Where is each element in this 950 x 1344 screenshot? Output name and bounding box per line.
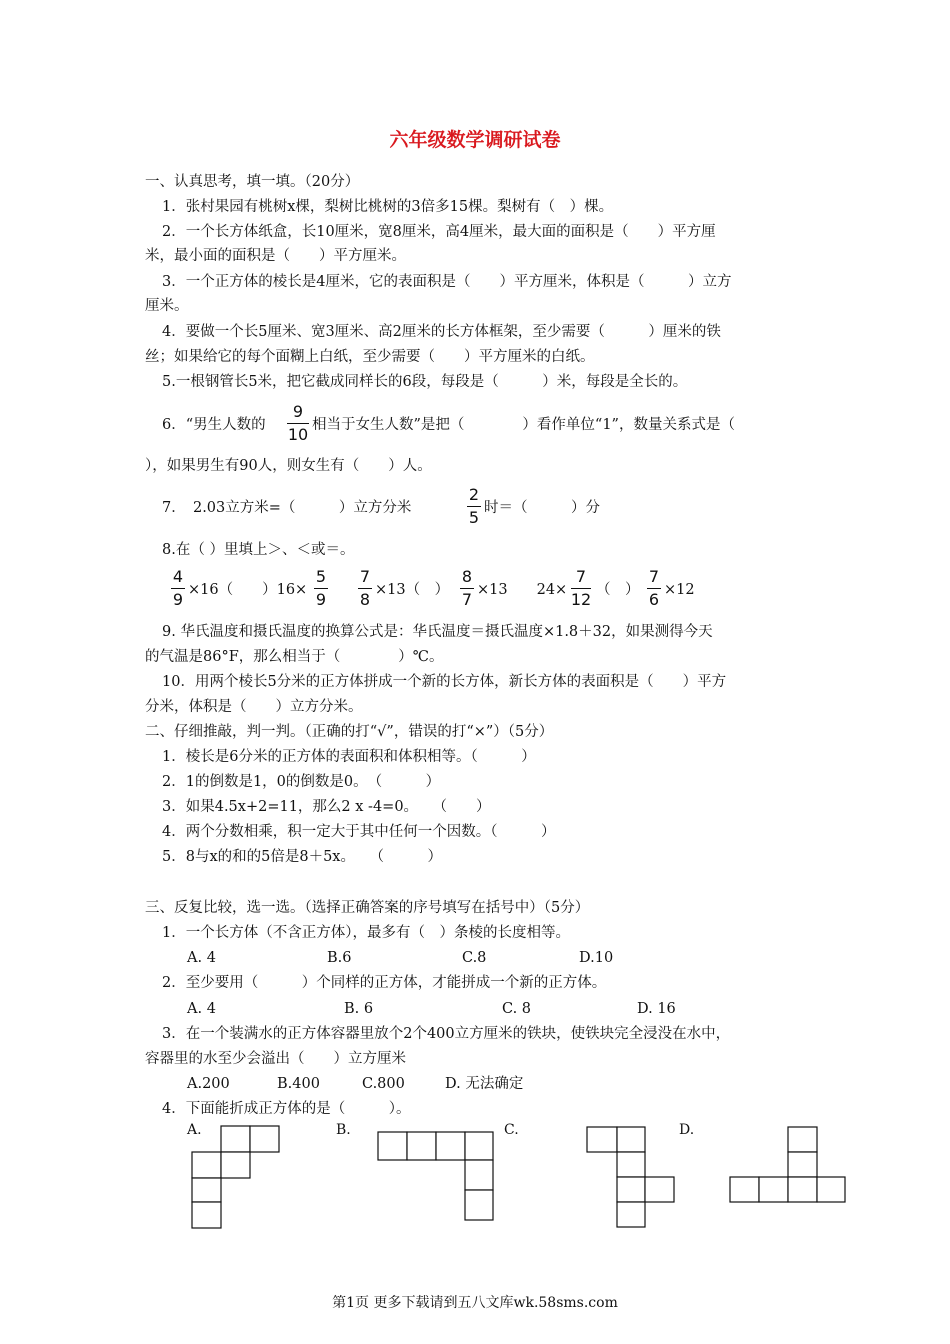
q8-text-3: ×13（ ） (375, 582, 450, 598)
question-2-2: 2．1的倒数是1，0的倒数是0。 （ ） (162, 774, 441, 790)
q3-3-option-c: C.800 (362, 1076, 405, 1092)
question-1-10: 10．用两个棱长5分米的正方体拼成一个新的长方体，新长方体的表面积是（ ）平方 (162, 674, 727, 690)
net-label-b: B. (336, 1122, 351, 1138)
section1-heading: 一、认真思考，填一填。（20分） (145, 174, 360, 190)
question-1-6-pre: 6．“男生人数的 (162, 417, 266, 433)
question-1-1: 1．张村果园有桃树x棵，梨树比桃树的3倍多15棵。梨树有（ ）棵。 (162, 199, 614, 215)
q8-text-1: ×16（ ）16× (188, 582, 308, 598)
question-1-9-cont: 的气温是86°F，那么相当于（ ）℃。 (145, 649, 444, 665)
question-1-6-cont: ），如果男生有90人，则女生有（ ）人。 (145, 458, 432, 474)
question-1-6-post: 相当于女生人数”是把（ ）看作单位“1”，数量关系式是（ (312, 417, 735, 433)
cube-net-a (190, 1124, 285, 1230)
q3-2-option-a: A. 4 (187, 1001, 216, 1017)
question-3-2: 2．至少要用（ ）个同样的正方体，才能拼成一个新的正方体。 (162, 975, 607, 991)
net-label-a: A. (187, 1122, 202, 1138)
q8-fraction-3: 7 8 (359, 567, 371, 610)
q8-fraction-2: 5 9 (315, 567, 327, 610)
question-1-5: 5.一根钢管长5米，把它截成同样长的6段，每段是（ ）米，每段是全长的。 (162, 374, 688, 390)
q3-2-option-c: C. 8 (502, 1001, 532, 1017)
question-1-2-cont: 米，最小面的面积是（ ）平方厘米。 (145, 248, 406, 264)
question-3-3: 3．在一个装满水的正方体容器里放个2个400立方厘米的铁块，使铁块完全浸没在水中， (162, 1026, 731, 1042)
net-label-d: D. (679, 1122, 695, 1138)
question-1-4-cont: 丝；如果给它的每个面糊上白纸，至少需要（ ）平方厘米的白纸。 (145, 349, 595, 365)
q8-fraction-6: 7 6 (648, 567, 660, 610)
question-1-7-pre: 7． 2.03立方米=（ ）立方分米 (162, 500, 412, 516)
q3-1-option-d: D.10 (579, 950, 614, 966)
q8-fraction-1: 4 9 (172, 567, 184, 610)
question-1-8: 8.在（ ）里填上＞、＜或＝。 (162, 542, 355, 558)
question-2-1: 1．棱长是6分米的正方体的表面积和体积相等。（ ） (162, 749, 536, 765)
net-label-c: C. (504, 1122, 519, 1138)
question-1-3-cont: 厘米。 (145, 298, 189, 314)
question-1-4: 4．要做一个长5厘米、宽3厘米、高2厘米的长方体框架，至少需要（ ）厘米的铁 (162, 324, 721, 340)
q3-2-option-b: B. 6 (344, 1001, 374, 1017)
question-1-10-cont: 分米，体积是（ ）立方分米。 (145, 699, 363, 715)
question-2-5: 5．8与x的和的5倍是8＋5x。 （ ） (162, 849, 442, 865)
q3-1-option-b: B.6 (327, 950, 352, 966)
q3-1-option-a: A. 4 (187, 950, 216, 966)
fraction-2-5: 2 5 (468, 485, 480, 528)
cube-net-d (728, 1125, 848, 1205)
q3-1-option-c: C.8 (462, 950, 487, 966)
q8-fraction-5: 7 12 (570, 567, 592, 610)
question-2-4: 4．两个分数相乘，积一定大于其中任何一个因数。（ ） (162, 824, 556, 840)
fraction-9-10: 9 10 (287, 402, 309, 445)
cube-net-c (585, 1125, 677, 1229)
question-3-4: 4．下面能折成正方体的是（ ）。 (162, 1101, 411, 1117)
question-1-2: 2．一个长方体纸盒，长10厘米，宽8厘米，高4厘米，最大面的面积是（ ）平方厘 (162, 224, 716, 240)
q3-3-option-a: A.200 (187, 1076, 230, 1092)
q8-fraction-4: 8 7 (461, 567, 473, 610)
question-1-9: 9. 华氏温度和摄氏温度的换算公式是：华氏温度＝摄氏温度×1.8＋32，如果测得今天 (162, 624, 713, 640)
question-3-3-cont: 容器里的水至少会溢出（ ）立方厘米 (145, 1051, 406, 1067)
question-1-7-post: 时＝（ ）分 (484, 500, 600, 516)
question-1-3: 3．一个正方体的棱长是4厘米，它的表面积是（ ）平方厘米，体积是（ ）立方 (162, 274, 732, 290)
page-title: 六年级数学调研试卷 (389, 129, 561, 151)
q3-2-option-d: D. 16 (637, 1001, 676, 1017)
section2-heading: 二、仔细推敲，判一判。（正确的打“√”，错误的打“×”）（5分） (145, 724, 554, 740)
cube-net-b (376, 1130, 496, 1222)
q8-text-6: ×12 (664, 582, 695, 598)
q3-3-option-b: B.400 (277, 1076, 320, 1092)
q8-text-4: ×13 24× (477, 582, 568, 598)
page-footer: 第1页 更多下载请到五八文库wk.58sms.com (332, 1295, 618, 1311)
section3-heading: 三、反复比较，选一选。（选择正确答案的序号填写在括号中）（5分） (145, 900, 590, 916)
q8-text-5: （ ） (596, 582, 640, 598)
question-3-1: 1．一个长方体（不含正方体），最多有（ ）条棱的长度相等。 (162, 925, 570, 941)
question-2-3: 3．如果4.5x+2=11，那么2 x -4=0。 （ ） (162, 799, 491, 815)
q3-3-option-d: D. 无法确定 (445, 1076, 524, 1092)
